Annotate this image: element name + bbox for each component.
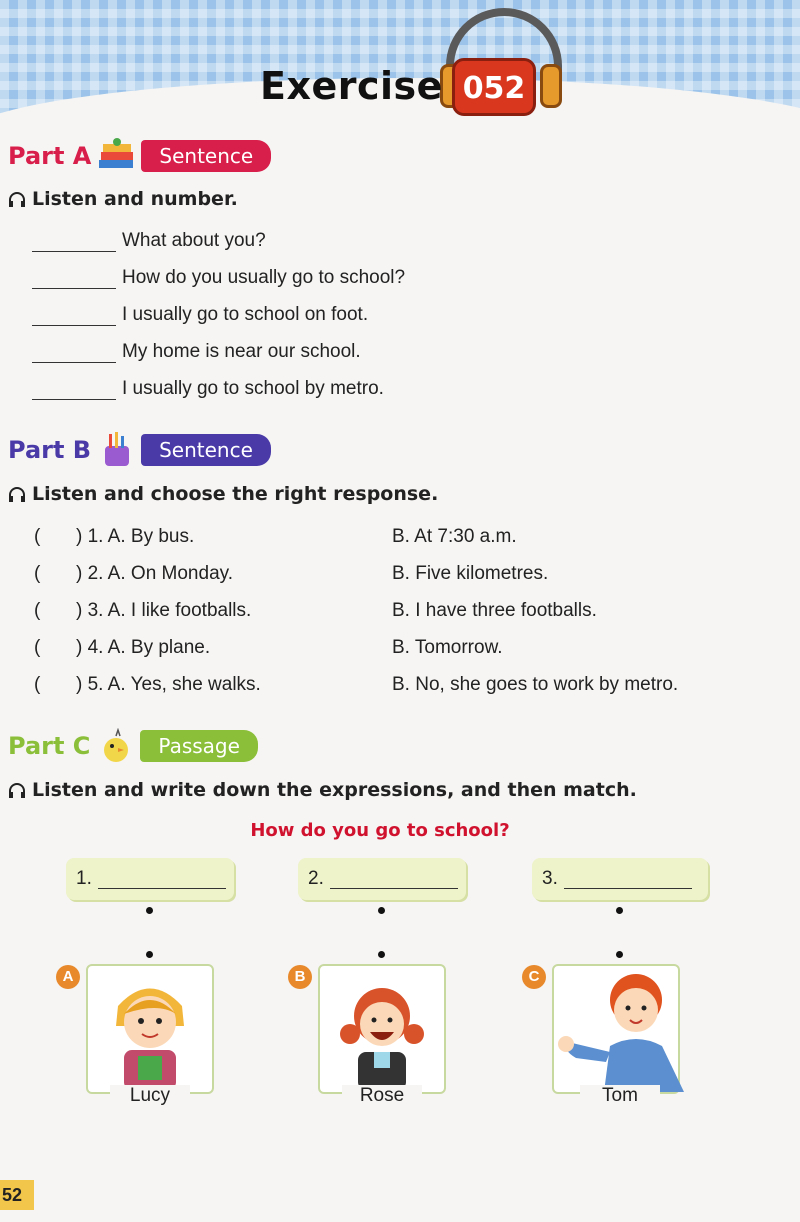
answer-paren[interactable]: (	[34, 674, 41, 695]
match-dot[interactable]	[378, 907, 385, 914]
match-dot[interactable]	[378, 951, 385, 958]
list-item-text: I usually go to school on foot.	[122, 304, 369, 325]
question-stem: ) 4. A. By plane.	[76, 637, 211, 658]
list-item	[32, 341, 361, 363]
answer-box[interactable]	[298, 858, 466, 900]
list-item	[32, 230, 266, 252]
headphones-icon	[8, 486, 26, 502]
headphones-icon	[8, 782, 26, 798]
part-a-pill: Sentence	[141, 140, 271, 172]
books-icon	[97, 138, 137, 174]
option-b: B. Five kilometres.	[392, 563, 549, 584]
exercise-number-badge	[452, 58, 536, 116]
answer-blank[interactable]	[32, 379, 116, 400]
name-rose: Rose	[342, 1085, 422, 1107]
match-dot[interactable]	[616, 907, 623, 914]
match-dot[interactable]	[146, 951, 153, 958]
letter-badge-c: C	[522, 965, 546, 989]
answer-line[interactable]	[564, 870, 692, 889]
part-c-pill: Passage	[140, 730, 258, 762]
part-b-pill: Sentence	[141, 434, 271, 466]
answer-paren[interactable]: (	[34, 526, 41, 547]
list-item	[32, 378, 384, 400]
name-lucy: Lucy	[110, 1085, 190, 1107]
answer-paren[interactable]: (	[34, 563, 41, 584]
option-b: B. No, she goes to work by metro.	[392, 674, 679, 695]
picture-tom	[552, 964, 680, 1094]
part-c-subtitle: How do you go to school?	[250, 820, 510, 841]
match-dot[interactable]	[616, 951, 623, 958]
option-b: B. Tomorrow.	[392, 637, 503, 658]
part-a-heading	[8, 138, 271, 174]
part-b-instruction	[8, 483, 438, 505]
answer-blank[interactable]	[32, 268, 116, 289]
question-stem: ) 2. A. On Monday.	[76, 563, 234, 584]
answer-box[interactable]	[66, 858, 234, 900]
list-item-text: My home is near our school.	[122, 341, 361, 362]
girl-rose-icon	[320, 966, 444, 1092]
letter-badge-b: B	[288, 965, 312, 989]
list-item	[32, 304, 368, 326]
exercise-title: Exercise	[260, 64, 443, 108]
list-item-text: What about you?	[122, 230, 266, 251]
headphone-cup-right-icon	[540, 64, 562, 108]
part-c-instruction	[8, 779, 637, 801]
page-number: 52	[0, 1180, 34, 1210]
list-item-text: How do you usually go to school?	[122, 267, 406, 288]
list-item-text: I usually go to school by metro.	[122, 378, 384, 399]
boy-tom-icon	[554, 966, 686, 1092]
part-a-label: Part A	[8, 142, 92, 170]
answer-blank[interactable]	[32, 231, 116, 252]
answer-line[interactable]	[98, 870, 226, 889]
part-a-instruction	[8, 188, 238, 210]
girl-lucy-icon	[88, 966, 212, 1092]
answer-blank[interactable]	[32, 305, 116, 326]
answer-number: 3.	[542, 868, 558, 889]
letter-badge-a: A	[56, 965, 80, 989]
answer-line[interactable]	[330, 870, 458, 889]
headphones-icon	[8, 191, 26, 207]
exercise-number: 052	[462, 71, 526, 106]
part-b-label: Part B	[8, 436, 92, 464]
part-c-heading	[8, 728, 258, 764]
question-stem: ) 1. A. By bus.	[76, 526, 195, 547]
list-item	[32, 267, 405, 289]
part-b-instruction-text: Listen and choose the right response.	[32, 483, 439, 505]
question-stem: ) 5. A. Yes, she walks.	[76, 674, 261, 695]
answer-paren[interactable]: (	[34, 637, 41, 658]
match-dot[interactable]	[146, 907, 153, 914]
answer-blank[interactable]	[32, 342, 116, 363]
option-b: B. At 7:30 a.m.	[392, 526, 517, 547]
picture-rose	[318, 964, 446, 1094]
chick-icon	[96, 728, 136, 764]
part-c-instruction-text: Listen and write down the expressions, and then match.	[32, 779, 637, 801]
picture-lucy	[86, 964, 214, 1094]
pencil-cup-icon	[97, 432, 137, 468]
answer-paren[interactable]: (	[34, 600, 41, 621]
name-tom: Tom	[580, 1085, 660, 1107]
question-stem: ) 3. A. I like footballs.	[76, 600, 252, 621]
answer-number: 2.	[308, 868, 324, 889]
part-c-label: Part C	[8, 732, 91, 760]
answer-box[interactable]	[532, 858, 708, 900]
answer-number: 1.	[76, 868, 92, 889]
part-a-instruction-text: Listen and number.	[32, 188, 238, 210]
option-b: B. I have three footballs.	[392, 600, 597, 621]
part-b-heading	[8, 432, 271, 468]
